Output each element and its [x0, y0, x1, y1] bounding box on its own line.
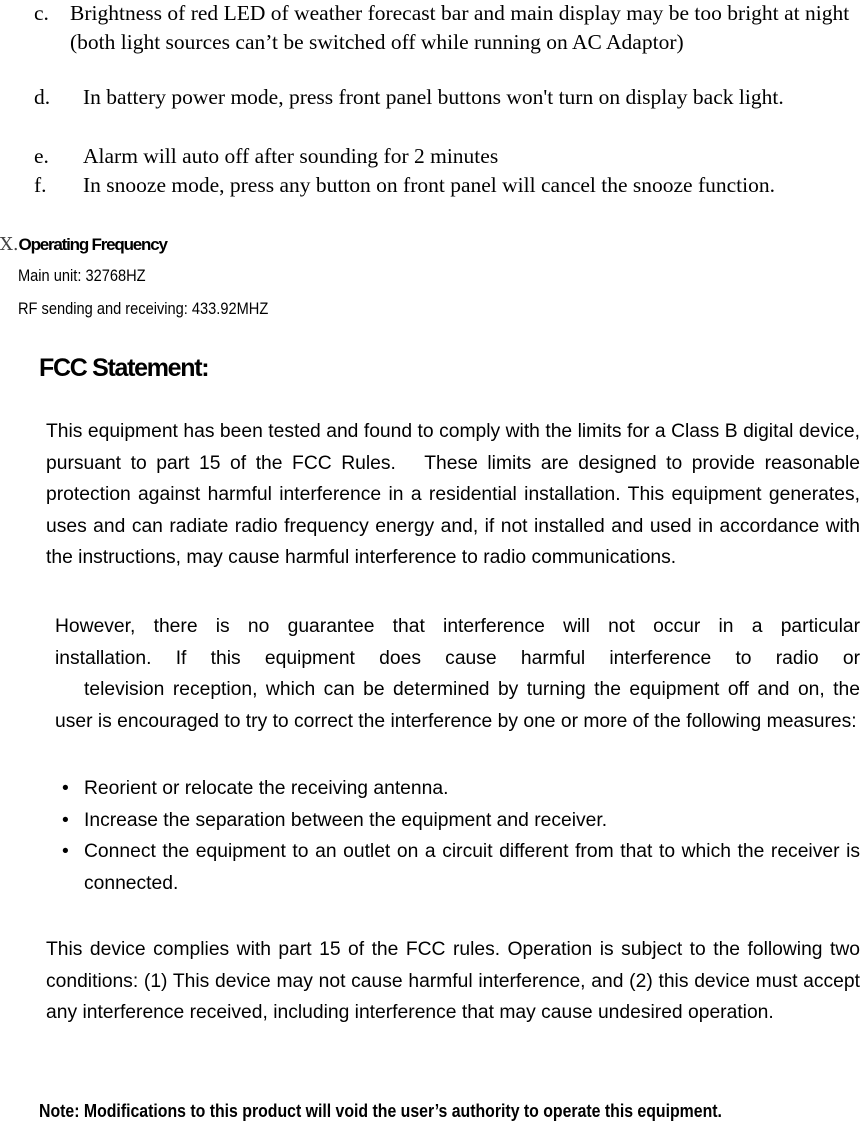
- measures-list: [62, 773, 860, 899]
- list-item-e: [34, 142, 860, 171]
- bullet-text: Reorient or relocate the receiving antenna.: [84, 778, 449, 799]
- bullet-icon: •: [62, 841, 69, 863]
- list-marker: f.: [34, 173, 47, 197]
- frequency-main-unit: Main unit: 32768HZ: [18, 266, 146, 285]
- bullet-icon: •: [62, 778, 69, 799]
- fcc-note: Note: Modifications to this product will void the user’s authority to operate this equipment.: [39, 1101, 722, 1121]
- frequency-rf: RF sending and receiving: 433.92MHZ: [18, 299, 269, 318]
- list-item-text: Alarm will auto off after sounding for 2 minutes: [83, 144, 499, 168]
- bullet-text: Increase the separation between the equipment and receiver.: [84, 809, 608, 831]
- bullet-item: [62, 805, 860, 837]
- fcc-paragraph-2: [55, 611, 860, 737]
- list-item-text: In snooze mode, press any button on front panel will cancel the snooze function.: [83, 173, 775, 197]
- list-item-f: [34, 171, 860, 200]
- list-marker: e.: [34, 144, 49, 168]
- section-numeral: Ⅹ.: [0, 234, 19, 255]
- bullet-text: Connect the equipment to an outlet on a circuit different from that to which the receiver is connected.: [84, 841, 860, 894]
- fcc-title: FCC Statement:: [39, 354, 209, 382]
- bullet-item: [62, 773, 860, 805]
- section-title: Operating Frequency: [18, 235, 167, 254]
- list-item-text: In battery power mode, press front panel buttons won't turn on display back light.: [83, 85, 784, 109]
- bullet-icon: •: [62, 809, 69, 831]
- list-item-text: Brightness of red LED of weather forecast bar and main display may be too bright at night (both light sources can’t be switched off while running on AC Adaptor): [70, 1, 860, 54]
- list-marker: d.: [34, 85, 51, 109]
- fcc-paragraph-3: This device complies with part 15 of the FCC rules. Operation is subject to the following two conditions: (1) This device may not cause harmful interference, and (2) this device must accept any interference received, including interference that may cause undesired operation.: [46, 939, 860, 1024]
- fcc-paragraph-2-line-1: However, there is no guarantee that interference will not occur in a particular: [55, 616, 860, 637]
- fcc-paragraph-2-rest: television reception, which can be determined by turning the equipment off and on, the user is encouraged to try to correct the interference by one or more of the following measures:: [55, 679, 860, 732]
- fcc-paragraph-1: This equipment has been tested and found to comply with the limits for a Class B digital device, pursuant to part 15 of the FCC Rules. These limits are designed to provide reasonable protection against harmful interference in a residential installation. This equipment generates, uses and can radiate radio frequency energy and, if not installed and used in accordance with the instructions, may cause harmful interference to radio communications.: [46, 421, 860, 569]
- section-heading: [0, 232, 167, 258]
- bullet-item: [62, 836, 860, 899]
- fcc-paragraph-2-line-2: installation. If this equipment does cause harmful interference to radio or: [55, 647, 860, 669]
- list-marker: c.: [34, 1, 49, 25]
- list-item-d: [34, 83, 860, 112]
- list-item-c: [34, 0, 860, 57]
